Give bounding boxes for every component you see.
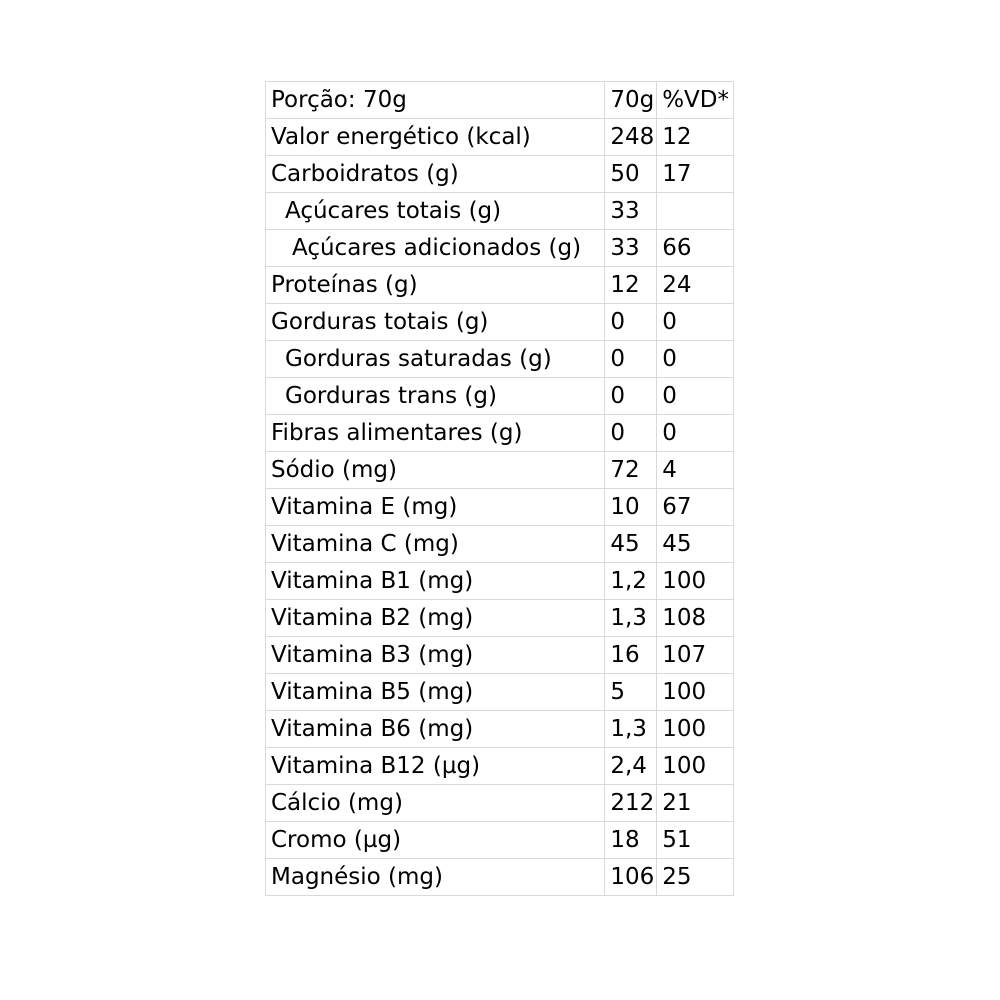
nutrient-quantity: 33 — [605, 193, 657, 230]
portion-label: Porção: 70g — [266, 82, 605, 119]
nutrient-name: Vitamina B12 (µg) — [266, 748, 605, 785]
nutrient-quantity: 12 — [605, 267, 657, 304]
nutrient-quantity: 72 — [605, 452, 657, 489]
nutrient-name: Açúcares totais (g) — [266, 193, 605, 230]
nutrient-name: Vitamina B1 (mg) — [266, 563, 605, 600]
table-row — [266, 859, 734, 896]
nutrient-name: Gorduras saturadas (g) — [266, 341, 605, 378]
nutrient-daily-value — [657, 193, 734, 230]
table-row — [266, 452, 734, 489]
table-row — [266, 119, 734, 156]
daily-value-header: %VD* — [657, 82, 734, 119]
table-row — [266, 748, 734, 785]
nutrient-name: Valor energético (kcal) — [266, 119, 605, 156]
table-row — [266, 193, 734, 230]
nutrient-name: Açúcares adicionados (g) — [266, 230, 605, 267]
table-row — [266, 822, 734, 859]
nutrient-daily-value: 100 — [657, 674, 734, 711]
nutrient-daily-value: 67 — [657, 489, 734, 526]
nutrient-name: Vitamina C (mg) — [266, 526, 605, 563]
nutrient-name: Vitamina B6 (mg) — [266, 711, 605, 748]
nutrient-daily-value: 45 — [657, 526, 734, 563]
nutrient-name: Cálcio (mg) — [266, 785, 605, 822]
nutrient-quantity: 0 — [605, 378, 657, 415]
table-row — [266, 526, 734, 563]
nutrient-quantity: 33 — [605, 230, 657, 267]
table-row — [266, 637, 734, 674]
nutrient-quantity: 16 — [605, 637, 657, 674]
quantity-header: 70g — [605, 82, 657, 119]
nutrient-daily-value: 12 — [657, 119, 734, 156]
table-row — [266, 341, 734, 378]
nutrient-daily-value: 0 — [657, 341, 734, 378]
table-row — [266, 267, 734, 304]
nutrient-quantity: 5 — [605, 674, 657, 711]
nutrient-quantity: 106 — [605, 859, 657, 896]
nutrient-quantity: 0 — [605, 341, 657, 378]
nutrient-name: Proteínas (g) — [266, 267, 605, 304]
nutrient-name: Carboidratos (g) — [266, 156, 605, 193]
nutrient-daily-value: 100 — [657, 711, 734, 748]
nutrient-name: Vitamina B5 (mg) — [266, 674, 605, 711]
nutrient-name: Gorduras totais (g) — [266, 304, 605, 341]
nutrient-daily-value: 107 — [657, 637, 734, 674]
nutrient-daily-value: 66 — [657, 230, 734, 267]
nutrient-name: Magnésio (mg) — [266, 859, 605, 896]
nutrient-quantity: 2,4 — [605, 748, 657, 785]
nutrient-name: Cromo (µg) — [266, 822, 605, 859]
nutrient-quantity: 50 — [605, 156, 657, 193]
table-row — [266, 563, 734, 600]
nutrient-quantity: 18 — [605, 822, 657, 859]
nutrient-name: Fibras alimentares (g) — [266, 415, 605, 452]
nutrient-quantity: 212 — [605, 785, 657, 822]
table-row — [266, 415, 734, 452]
nutrient-daily-value: 108 — [657, 600, 734, 637]
nutrient-name: Vitamina B2 (mg) — [266, 600, 605, 637]
nutrient-daily-value: 25 — [657, 859, 734, 896]
table-row — [266, 600, 734, 637]
nutrient-quantity: 248 — [605, 119, 657, 156]
nutrition-facts-table — [265, 81, 734, 896]
nutrient-name: Vitamina B3 (mg) — [266, 637, 605, 674]
table-header-row — [266, 82, 734, 119]
nutrient-daily-value: 100 — [657, 748, 734, 785]
nutrient-daily-value: 17 — [657, 156, 734, 193]
nutrient-daily-value: 4 — [657, 452, 734, 489]
nutrient-name: Vitamina E (mg) — [266, 489, 605, 526]
nutrient-quantity: 1,2 — [605, 563, 657, 600]
table-row — [266, 711, 734, 748]
nutrient-quantity: 0 — [605, 304, 657, 341]
nutrient-daily-value: 21 — [657, 785, 734, 822]
nutrient-daily-value: 0 — [657, 378, 734, 415]
table-row — [266, 230, 734, 267]
table-row — [266, 785, 734, 822]
nutrient-daily-value: 100 — [657, 563, 734, 600]
table-row — [266, 156, 734, 193]
table-row — [266, 674, 734, 711]
nutrient-daily-value: 51 — [657, 822, 734, 859]
nutrient-quantity: 0 — [605, 415, 657, 452]
nutrient-name: Gorduras trans (g) — [266, 378, 605, 415]
nutrient-quantity: 45 — [605, 526, 657, 563]
table-row — [266, 489, 734, 526]
nutrient-quantity: 10 — [605, 489, 657, 526]
nutrient-quantity: 1,3 — [605, 600, 657, 637]
nutrient-daily-value: 0 — [657, 415, 734, 452]
nutrient-name: Sódio (mg) — [266, 452, 605, 489]
table-row — [266, 378, 734, 415]
table-row — [266, 304, 734, 341]
nutrient-daily-value: 0 — [657, 304, 734, 341]
nutrient-quantity: 1,3 — [605, 711, 657, 748]
nutrient-daily-value: 24 — [657, 267, 734, 304]
